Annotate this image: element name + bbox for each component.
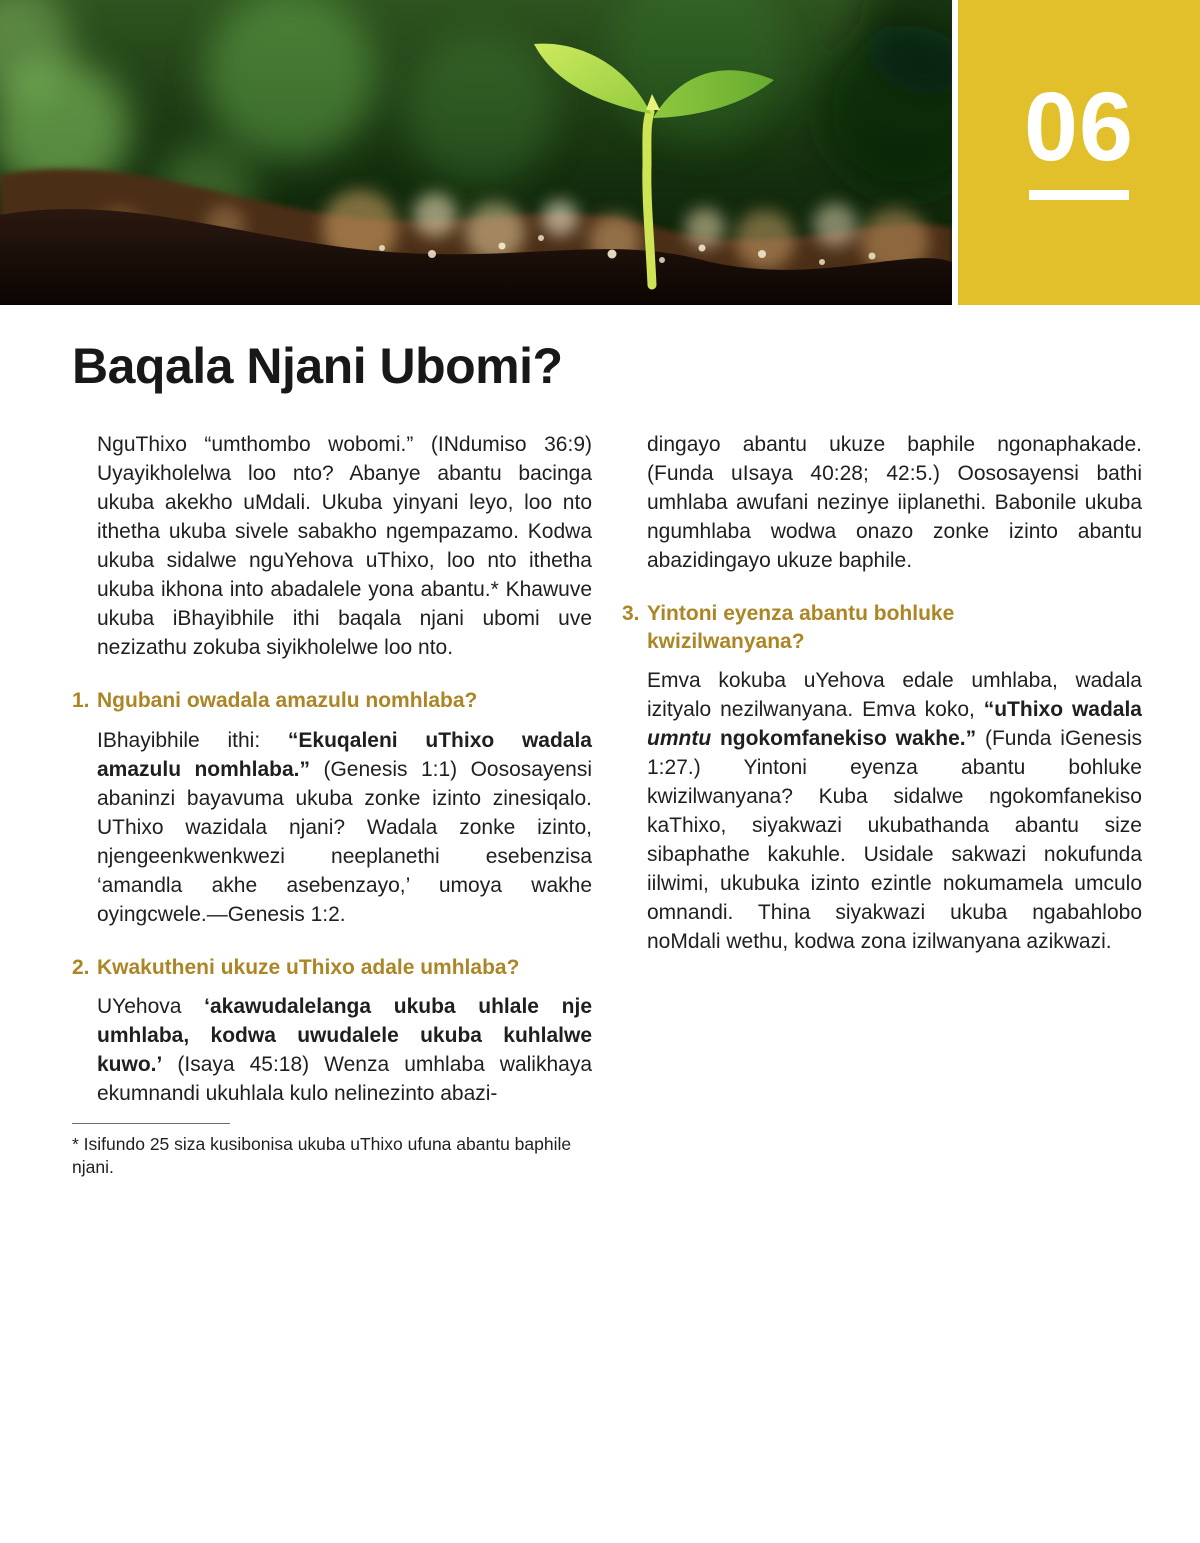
section-3-title: Yintoni eyenza abantu bohluke kwizilwanyana?	[647, 602, 955, 653]
continuation-paragraph: dingayo abantu ukuze baphile ngonaphakade. (Funda uIsaya 40:28; 42:5.) Oososayensi bathi umhlaba awufani nezinye iiplanethi. Babonile ukuba ngumhlaba wodwa onazo zonke izinto abantu abazidingayo ukuze baphile.	[647, 433, 1142, 572]
chapter-number: 06	[1024, 72, 1134, 181]
section-3-number: 3.	[622, 602, 640, 625]
footnote	[72, 1123, 592, 1179]
intro-paragraph: NguThixo “umthombo wobomi.” (INdumiso 36:9) Uyayikholelwa loo nto? Abanye abantu bacinga ukuba akekho uMdali. Ukuba yinyani leyo, loo nto ithetha ukuba sivele sabakho ngempazamo. Kodwa ukuba sidalwe nguYehova uThixo, loo nto ithetha ukuba ikhona into abadalele yona abantu.* Khawuve ukuba iBhayibhile ithi baqala njani ubomi uve nezizathu zokuba siyikholelwe loo nto.	[97, 433, 592, 659]
footnote-text: * Isifundo 25 siza kusibonisa ukuba uThixo ufuna abantu baphile njani.	[72, 1134, 572, 1177]
page-title: Baqala Njani Ubomi?	[72, 338, 563, 394]
section-3-heading	[622, 600, 1142, 655]
section-3-paragraph: Emva kokuba uYehova edale umhlaba, wadala izityalo nezilwanyana. Emva koko, “uThixo wadala umntu ngokomfanekiso wakhe.” (Funda iGenesis 1:27.) Yintoni eyenza abantu bohluke kwizilwanyana? Kuba sidalwe ngokomfanekiso kaThixo, siyakwazi ukubathanda abantu size sibaphathe kakuhle. Usidale sakwazi nokufunda iilwimi, ukubuka izinto ezintle nokumamela umculo omnandi. Thina siyakwazi ukuba ngabahlobo noMdali wethu, kodwa zona izilwanyana azikwazi.	[647, 669, 1142, 953]
section-2-title: Kwakutheni ukuze uThixo adale umhlaba?	[97, 955, 520, 979]
section-1-heading	[72, 687, 592, 715]
chapter-underline	[1029, 190, 1129, 200]
section-2-heading	[72, 954, 592, 982]
section-1-title: Ngubani owadala amazulu nomhlaba?	[97, 689, 478, 712]
section-2-paragraph: UYehova ‘akawudalelanga ukuba uhlale nje umhlaba, kodwa uwudalele ukuba kuhlalwe kuwo.’ (Isaya 45:18) Wenza umhlaba walikhaya ekumnandi ukuhlala kulo nelinezinto abazi-	[97, 995, 592, 1105]
header-photo	[0, 0, 952, 305]
chapter-number-block	[958, 0, 1200, 305]
footnote-divider	[72, 1123, 230, 1124]
right-column	[622, 430, 1142, 1179]
two-column-layout	[72, 430, 1142, 1179]
article	[0, 339, 1200, 1179]
seedling-photo-illustration	[0, 0, 952, 305]
section-1-paragraph: IBhayibhile ithi: “Ekuqaleni uThixo wadala amazulu nomhlaba.” (Genesis 1:1) Oososayensi abaninzi bayavuma ukuba zonke izinto zinesiqalo. UThixo wazidala njani? Wadala zonke izinto, njengeenkwenkwezi neeplanethi esebenzisa ‘amandla akhe asebenzayo,’ umoya wakhe oyingcwele.—Genesis 1:2.	[97, 728, 592, 926]
section-1-number: 1.	[72, 689, 90, 712]
page-header	[0, 0, 1200, 305]
section-2-number: 2.	[72, 955, 90, 979]
left-column	[72, 430, 592, 1179]
